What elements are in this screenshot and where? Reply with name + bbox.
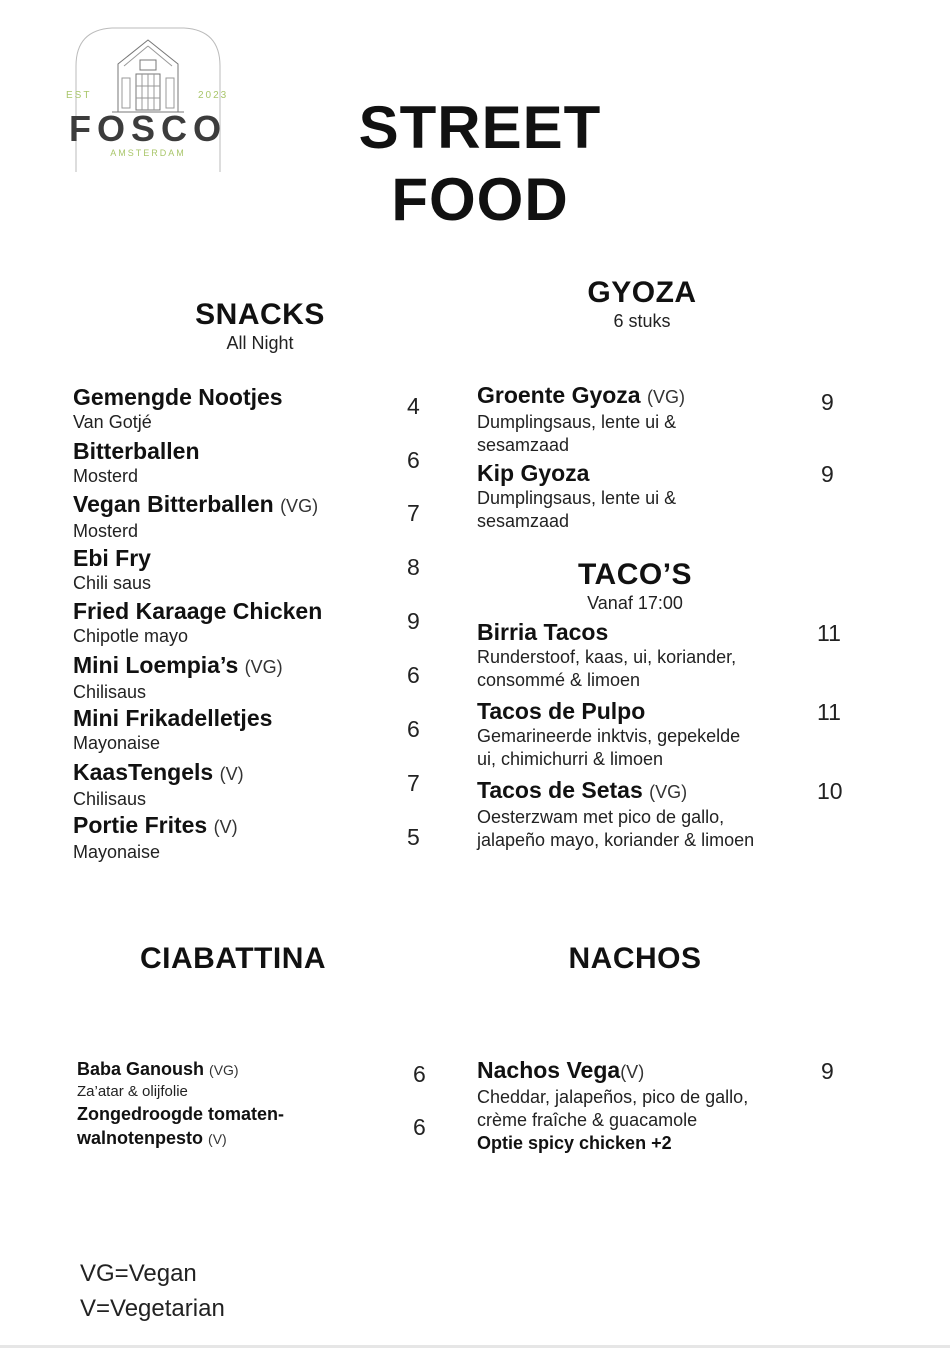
menu-item xyxy=(77,1102,284,1151)
item-price: 10 xyxy=(817,778,843,804)
item-price: 6 xyxy=(413,1061,426,1087)
menu-item xyxy=(73,811,238,864)
item-price: 11 xyxy=(817,620,841,646)
menu-item xyxy=(477,618,736,692)
item-price: 9 xyxy=(407,608,420,634)
item-description: Chili saus xyxy=(73,573,152,593)
ciabattina-heading: CIABATTINA xyxy=(139,942,327,975)
item-price: 6 xyxy=(407,447,420,473)
item-price: 9 xyxy=(821,389,834,415)
item-name: Nachos Vega(V) xyxy=(477,1057,645,1083)
menu-item xyxy=(73,651,283,704)
diet-tag: (VG) xyxy=(647,387,685,407)
diet-tag: (V) xyxy=(620,1062,645,1082)
item-description: Van Gotjé xyxy=(73,412,152,432)
diet-tag: (V) xyxy=(219,764,244,784)
menu-item xyxy=(73,383,283,434)
menu-item xyxy=(73,544,151,595)
diet-tag: (V) xyxy=(208,1131,227,1147)
item-price: 7 xyxy=(407,770,420,796)
item-description: Runderstoof, kaas, ui, koriander, consommé & limoen xyxy=(477,647,737,690)
diet-tag: (VG) xyxy=(280,496,319,516)
item-name: Tacos de Pulpo xyxy=(477,698,646,724)
title-line-1: STREET xyxy=(358,94,602,161)
item-description: Mayonaise xyxy=(73,842,161,862)
item-name: Portie Frites (V) xyxy=(73,812,238,838)
ciabattina-heading-block xyxy=(103,942,363,976)
item-price: 4 xyxy=(407,393,420,419)
gyoza-heading-block xyxy=(512,276,772,332)
title-line-2: FOOD xyxy=(391,166,569,233)
item-name: Ebi Fry xyxy=(73,545,151,571)
legend-vegan: VG=Vegan xyxy=(80,1260,197,1287)
nachos-heading-block xyxy=(505,942,765,976)
item-price: 8 xyxy=(407,554,420,580)
item-description: Chipotle mayo xyxy=(73,626,189,646)
gyoza-heading: GYOZA xyxy=(587,276,697,309)
menu-item xyxy=(73,597,322,648)
menu-item xyxy=(73,490,318,543)
menu-item xyxy=(477,381,685,457)
item-name: Vegan Bitterballen (VG) xyxy=(73,491,319,517)
item-price: 11 xyxy=(817,699,841,725)
item-name: KaasTengels (V) xyxy=(73,759,244,785)
item-name: Gemengde Nootjes xyxy=(73,384,283,410)
diet-tag: (VG) xyxy=(209,1062,239,1078)
page-title xyxy=(330,92,630,236)
item-description: Za’atar & olijfolie xyxy=(77,1083,188,1100)
legend-vegetarian: V=Vegetarian xyxy=(80,1295,225,1322)
item-description: Chilisaus xyxy=(73,682,147,702)
item-description: Cheddar, jalapeños, pico de gallo, crème fraîche & guacamole xyxy=(477,1087,749,1130)
item-name: Kip Gyoza xyxy=(477,460,590,486)
item-price: 5 xyxy=(407,824,420,850)
logo-est: EST xyxy=(66,90,92,101)
nachos-heading: NACHOS xyxy=(568,942,702,975)
item-option: Optie spicy chicken +2 xyxy=(477,1133,672,1153)
menu-item xyxy=(477,459,676,533)
item-name: Mini Loempia’s (VG) xyxy=(73,652,283,678)
snacks-heading: SNACKS xyxy=(195,298,325,331)
gyoza-subheading: 6 stuks xyxy=(613,311,671,331)
tacos-heading: TACO’S xyxy=(577,558,693,591)
logo-year: 2023 xyxy=(198,90,229,101)
item-name: Tacos de Setas (VG) xyxy=(477,777,688,803)
item-name: Mini Frikadelletjes xyxy=(73,705,273,731)
logo-city: AMSTERDAM xyxy=(110,148,186,158)
item-price: 7 xyxy=(407,500,420,526)
snacks-subheading: All Night xyxy=(226,333,294,353)
item-description: Dumplingsaus, lente ui & sesamzaad xyxy=(477,412,677,455)
item-description: Gemarineerde inktvis, gepekelde ui, chimichurri & limoen xyxy=(477,726,741,769)
item-price: 6 xyxy=(407,662,420,688)
fosco-logo xyxy=(62,26,234,174)
item-description: Dumplingsaus, lente ui & sesamzaad xyxy=(477,488,677,531)
item-name: Zongedroogde tomaten- walnotenpesto (V) xyxy=(77,1104,284,1148)
menu-item xyxy=(477,1056,748,1155)
item-name: Baba Ganoush (VG) xyxy=(77,1059,239,1079)
diet-tag: (VG) xyxy=(244,657,283,677)
item-description: Chilisaus xyxy=(73,789,147,809)
menu-item xyxy=(477,697,740,771)
snacks-heading-block xyxy=(130,298,390,354)
item-description: Mosterd xyxy=(73,521,139,541)
menu-item xyxy=(73,437,200,488)
item-price: 6 xyxy=(413,1114,426,1140)
menu-item xyxy=(73,758,244,811)
diet-tag: (VG) xyxy=(649,782,688,802)
item-price: 6 xyxy=(407,716,420,742)
item-price: 9 xyxy=(821,1058,834,1084)
item-name: Groente Gyoza (VG) xyxy=(477,382,685,408)
item-description: Mosterd xyxy=(73,466,139,486)
diet-tag: (V) xyxy=(213,817,238,837)
item-name: Bitterballen xyxy=(73,438,200,464)
item-description: Oesterzwam met pico de gallo, jalapeño mayo, koriander & limoen xyxy=(477,807,755,850)
item-price: 9 xyxy=(821,461,834,487)
menu-item xyxy=(73,704,272,755)
tacos-subheading: Vanaf 17:00 xyxy=(587,593,683,613)
tacos-heading-block xyxy=(505,558,765,614)
menu-item xyxy=(477,776,754,852)
logo-brand: FOSCO xyxy=(68,108,227,149)
item-name: Fried Karaage Chicken xyxy=(73,598,323,624)
menu-item xyxy=(77,1057,239,1101)
item-description: Mayonaise xyxy=(73,733,161,753)
item-name: Birria Tacos xyxy=(477,619,609,645)
diet-legend xyxy=(80,1256,225,1326)
